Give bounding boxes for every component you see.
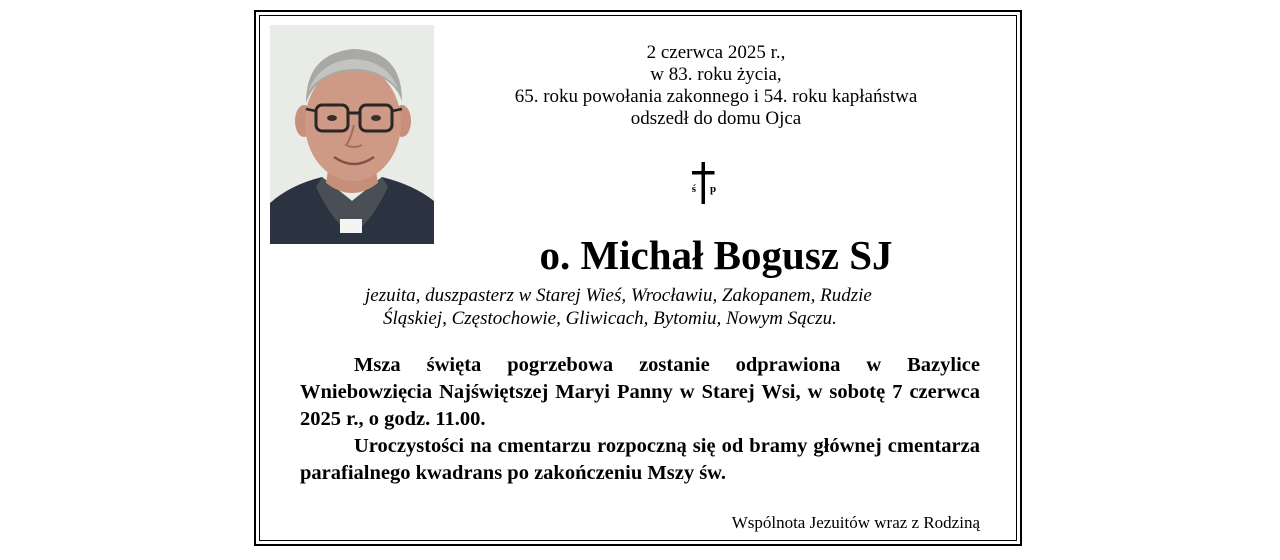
announcement-date: 2 czerwca 2025 r., (646, 42, 786, 63)
announcement-passing: odszedł do domu Ojca (630, 108, 802, 129)
funeral-information (300, 352, 980, 487)
biography-line-1: jezuita, duszpasterz w Starej Wieś, Wrocławiu, Zakopanem, Rudzie (365, 285, 872, 306)
obituary-card (254, 10, 1022, 546)
biography-line-2: Śląskiej, Częstochowie, Gliwicach, Bytomiu, Nowym Sączu. (383, 308, 837, 329)
portrait-photo (270, 25, 434, 244)
deceased-name: o. Michał Bogusz SJ (539, 232, 893, 278)
cross-letter-left: ś (691, 183, 696, 195)
cemetery-paragraph: Uroczystości na cmentarzu rozpoczną się od bramy głównej cmentarza parafialnego kwadrans po zakończeniu Mszy św. (300, 435, 980, 484)
announcement (446, 42, 986, 130)
latin-cross-icon (664, 160, 744, 210)
cross-letter-right: p (710, 183, 717, 195)
funeral-mass-paragraph: Msza święta pogrzebowa zostanie odprawiona w Bazylice Wniebowzięcia Najświętszej Maryi Panny w Starej Wsi, w sobotę 7 czerwca 2025 r., o godz. 11.00. (300, 354, 980, 430)
announcement-age: w 83. roku życia, (650, 64, 782, 85)
announcement-vocation: 65. roku powołania zakonnego i 54. roku kapłaństwa (514, 86, 918, 107)
signature: Wspólnota Jezuitów wraz z Rodziną (731, 513, 980, 532)
